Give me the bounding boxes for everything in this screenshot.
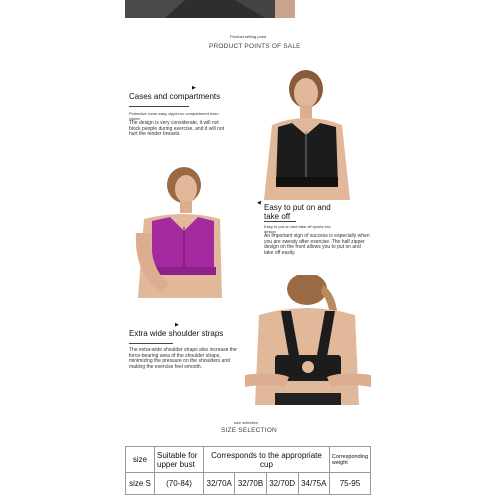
table-header-cell: Corresponding weight xyxy=(329,447,370,473)
feature-desc-straps: The extra-wide shoulder straps also increase the force-bearing area of the shoulder straps, minimizing the pressure on the shoulders and making the exercise feel smooth. xyxy=(129,347,237,370)
feature-subtitle-easy: Easy to put on and take off sports bra design xyxy=(264,224,331,234)
size-section-subtitle: size selection xyxy=(234,420,259,425)
table-header-cell: size xyxy=(126,447,155,473)
table-cell: 75-95 xyxy=(329,473,370,495)
table-cell: 34/75A xyxy=(298,473,329,495)
table-cell: 32/70B xyxy=(235,473,266,495)
feature-desc-easy: An important sign of success is especially when you are sweaty after exercise. The half zipper design on the front allows you to put on and take off easily. xyxy=(264,233,370,256)
arrow-icon: ◀ xyxy=(257,200,261,206)
feature-title-straps: Extra wide shoulder straps xyxy=(129,329,224,338)
top-product-photo xyxy=(125,0,295,18)
arrow-icon: ▶ xyxy=(192,85,196,91)
size-section-title: SIZE SELECTION xyxy=(221,427,277,434)
table-row xyxy=(126,473,371,495)
divider xyxy=(129,106,189,107)
page-title: PRODUCT POINTS OF SALE xyxy=(209,43,301,50)
table-cell: (70-84) xyxy=(155,473,204,495)
table-cell: size S xyxy=(126,473,155,495)
table-cell: 32/70A xyxy=(204,473,235,495)
back-view-bra-photo xyxy=(245,275,371,405)
purple-zip-bra-photo xyxy=(130,163,230,298)
table-cell: 32/70D xyxy=(266,473,298,495)
divider xyxy=(129,343,173,344)
feature-desc-cases: The design is very considerate, it will not block people during exercise, and it will not hurt the tender breasts. xyxy=(129,120,225,138)
header-subtitle: Product selling point xyxy=(230,34,267,39)
arrow-icon: ▶ xyxy=(175,322,179,328)
table-header-cell: Suitable for upper bust xyxy=(155,447,204,473)
feature-title-easy: Easy to put on and take off xyxy=(264,203,331,221)
divider xyxy=(264,221,296,222)
feature-subtitle-cases: Protective cover,easy zipper,no compartment even zipper xyxy=(129,111,219,121)
size-table xyxy=(125,446,371,495)
table-header-row xyxy=(126,447,371,473)
feature-title-cases: Cases and compartments xyxy=(129,92,221,101)
table-header-cell: Corresponds to the appropriate cup xyxy=(204,447,330,473)
black-zip-bra-photo xyxy=(262,65,362,200)
